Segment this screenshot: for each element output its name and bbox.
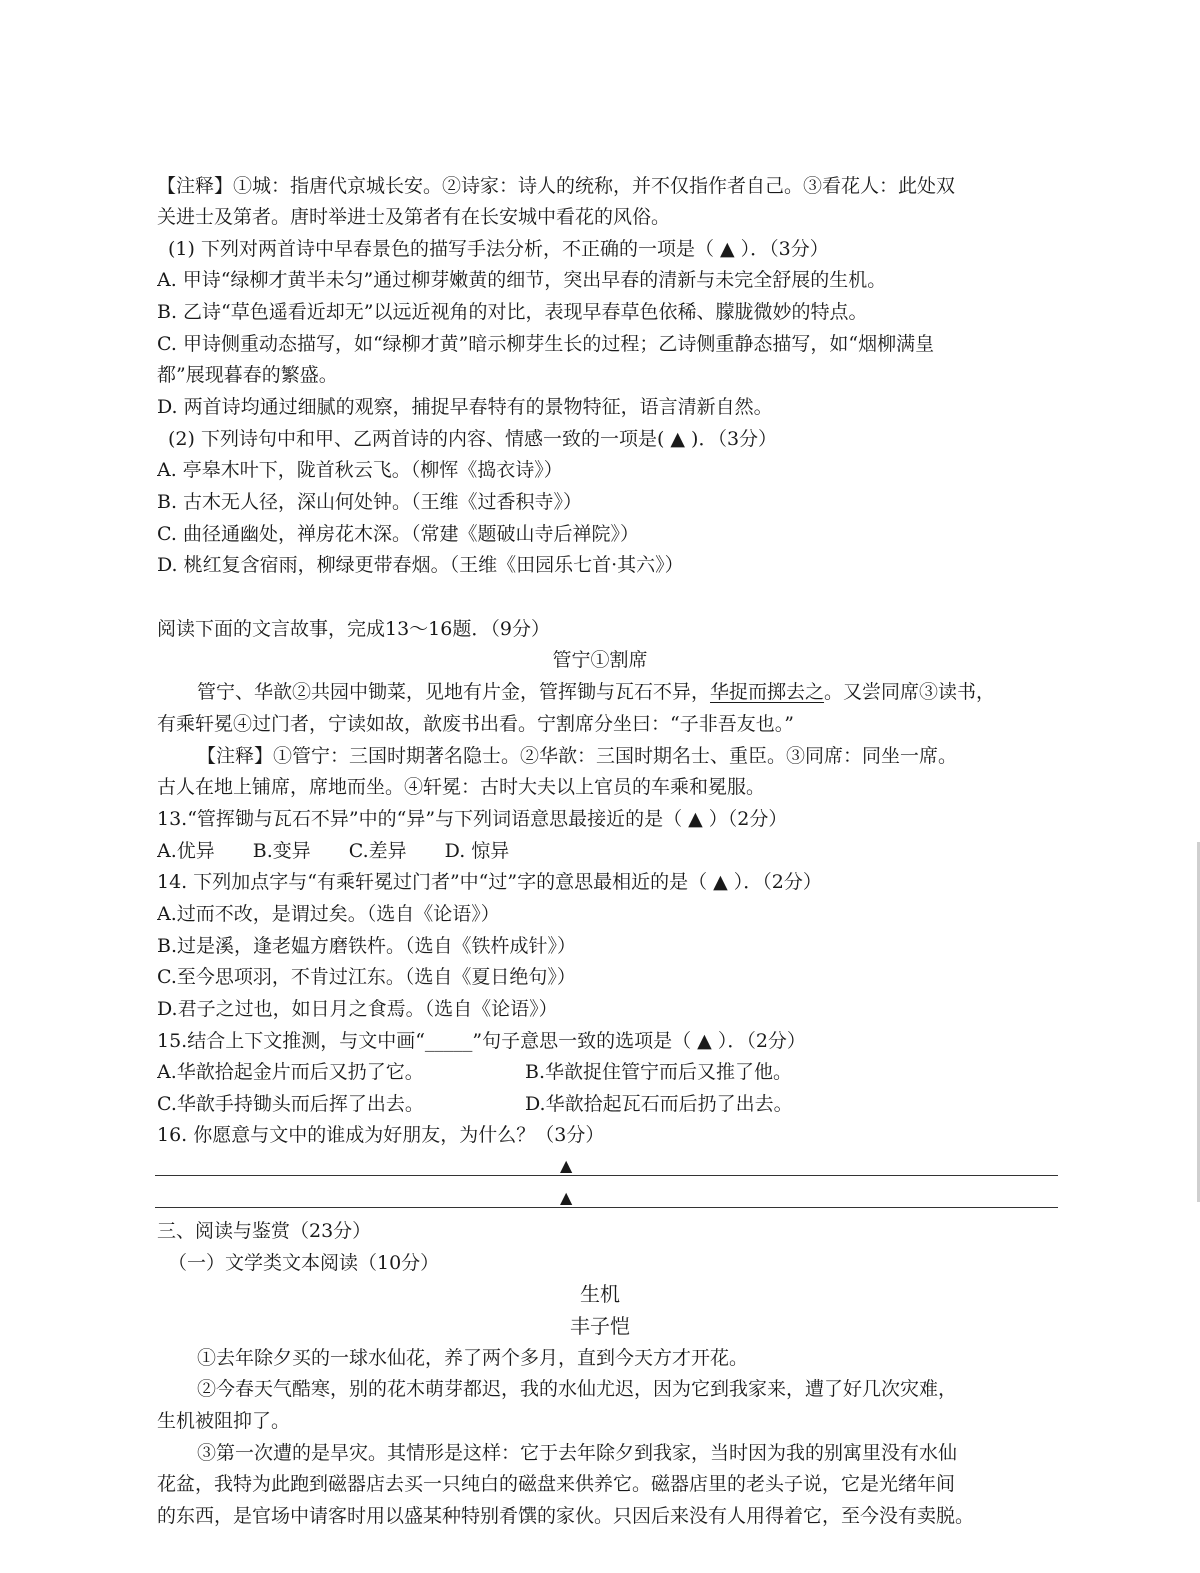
paragraph-3-line-1: ③第一次遭的是旱灾。其情形是这样：它于去年除夕到我家，当时因为我的别寓里没有水仙: [197, 1442, 958, 1464]
article-title: 生机: [580, 1282, 620, 1306]
section-3-1-heading: （一）文学类文本阅读（10分）: [168, 1252, 440, 1274]
question-14: 14. 下列加点字与“有乘轩冕过门者”中“过”字的意思最相近的是（ ▲ ）．（2分）: [157, 871, 822, 893]
question-1: (1) 下列对两首诗中早春景色的描写手法分析，不正确的一项是（ ▲ ）．（3分）: [168, 238, 829, 260]
q2-option-a: A. 亭皋木叶下，陇首秋云飞。（柳恽《捣衣诗》）: [157, 459, 563, 481]
answer-mark-2: ▲: [560, 1188, 573, 1207]
paragraph-3-line-2: 花盆，我特为此跑到磁器店去买一只纯白的磁盘来供养它。磁器店里的老头子说，它是光绪年间: [157, 1473, 956, 1495]
q15-options-row-2: [157, 1089, 1058, 1119]
article-author: 丰子恺: [570, 1314, 630, 1338]
reading-instruction: 阅读下面的文言故事，完成13～16题．（9分）: [157, 618, 550, 640]
q15-option-b: B.华歆捉住管宁而后又推了他。: [525, 1061, 793, 1083]
q15-options-row-1: [157, 1057, 1058, 1087]
story-text: 。又尝同席③读书，: [824, 681, 996, 703]
q14-option-b: B.过是溪，逢老媪方磨铁杵。（选自《铁杵成针》）: [157, 935, 577, 957]
story-notes-line-2: 古人在地上铺席，席地而坐。④轩冕：古时大夫以上官员的车乘和冕服。: [157, 776, 766, 798]
answer-line-1: [155, 1175, 1058, 1176]
q15-option-c: C.华歆手持锄头而后挥了出去。: [157, 1093, 424, 1115]
poem-notes-line-2: 关进士及第者。唐时举进士及第者有在长安城中看花的风俗。: [157, 206, 671, 228]
q1-option-d: D. 两首诗均通过细腻的观察，捕捉早春特有的景物特征，语言清新自然。: [157, 396, 773, 418]
question-15: 15.结合上下文推测，与文中画“_____”句子意思一致的选项是（ ▲ ）．（2分）: [157, 1030, 806, 1052]
poem-notes-line-1: 【注释】①城：指唐代京城长安。②诗家：诗人的统称，并不仅指作者自己。③看花人：此处双: [157, 175, 956, 197]
paragraph-2-line-1: ②今春天气酷寒，别的花木萌芽都迟，我的水仙尤迟，因为它到我家来，遭了好几次灾难，: [197, 1378, 958, 1400]
story-notes-line-1: 【注释】①管宁：三国时期著名隐士。②华歆：三国时期名士、重臣。③同席：同坐一席。: [197, 745, 958, 767]
q2-option-c: C. 曲径通幽处，禅房花木深。（常建《题破山寺后禅院》）: [157, 523, 639, 545]
q13-options: A.优异 B.变异 C.差异 D. 惊异: [157, 840, 510, 862]
paragraph-3-line-3: 的东西，是官场中请客时用以盛某种特别肴馔的家伙。只因后来没有人用得着它，至今没有卖脱。: [157, 1505, 975, 1527]
question-2: (2) 下列诗句中和甲、乙两首诗的内容、情感一致的一项是( ▲ )．（3分）: [168, 428, 778, 450]
q1-option-c-line-2: 都”展现暮春的繁盛。: [157, 364, 338, 386]
question-13: 13.“管挥锄与瓦石不异”中的“异”与下列词语意思最接近的是（ ▲ ）（2分）: [157, 808, 788, 830]
paragraph-1: ①去年除夕买的一球水仙花，养了两个多月，直到今天方才开花。: [197, 1347, 749, 1369]
story-text: 管宁、华歆②共园中锄菜，见地有片金，管挥锄与瓦石不异，: [197, 681, 711, 703]
answer-mark-1: ▲: [560, 1156, 573, 1175]
q2-option-d: D. 桃红复含宿雨，柳绿更带春烟。（王维《田园乐七首·其六》）: [157, 554, 684, 576]
q2-option-b: B. 古木无人径，深山何处钟。（王维《过香积寺》）: [157, 491, 583, 513]
story-line-2: 有乘轩冕④过门者，宁读如故，歆废书出看。宁割席分坐曰：“子非吾友也。”: [157, 713, 794, 735]
q14-option-a: A.过而不改，是谓过矣。（选自《论语》）: [157, 903, 500, 925]
story-title: 管宁①割席: [552, 649, 648, 671]
q15-option-a: A.华歆拾起金片而后又扔了它。: [157, 1061, 424, 1083]
answer-line-2: [155, 1207, 1058, 1208]
q1-option-c-line-1: C. 甲诗侧重动态描写，如“绿柳才黄”暗示柳芽生长的过程；乙诗侧重静态描写，如“烟柳满皇: [157, 333, 935, 355]
q1-option-b: B. 乙诗“草色遥看近却无”以远近视角的对比，表现早春草色依稀、朦胧微妙的特点。: [157, 301, 868, 323]
q14-option-d: D.君子之过也，如日月之食焉。（选自《论语》）: [157, 998, 558, 1020]
question-16: 16. 你愿意与文中的谁成为好朋友，为什么？（3分）: [157, 1124, 605, 1146]
q15-option-d: D.华歆拾起瓦石而后扔了出去。: [525, 1093, 793, 1115]
q14-option-c: C.至今思项羽，不肯过江东。（选自《夏日绝句》）: [157, 966, 576, 988]
paragraph-2-line-2: 生机被阻抑了。: [157, 1410, 291, 1432]
underlined-sentence: 华捉而掷去之: [710, 681, 825, 703]
q1-option-a: A. 甲诗“绿柳才黄半未匀”通过柳芽嫩黄的细节，突出早春的清新与未完全舒展的生机。: [157, 269, 887, 291]
story-line-1: [197, 677, 1058, 707]
section-3-heading: 三、阅读与鉴赏（23分）: [157, 1220, 372, 1242]
